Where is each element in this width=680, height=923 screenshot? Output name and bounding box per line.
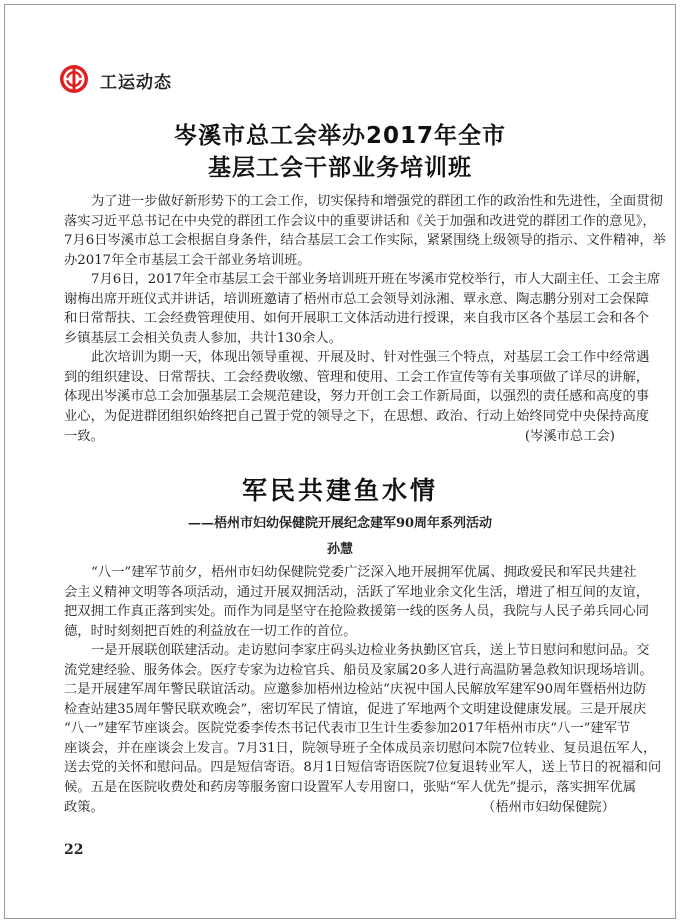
line-text: 候。五是在医院收费处和药房等服务窗口设置军人专用窗口，张贴“军人优先”提示，落实拥军优属: [64, 780, 637, 796]
line-text: 流党建经验、服务体会。医疗专家为边检官兵、船员及家属20多人进行高温防暑急救知识现场培训。: [64, 662, 653, 678]
line-text: 会主义精神文明等各项活动，通过开展双拥活动，活跃了军地业余文化生活，增进了相互间的友谊，: [64, 584, 650, 600]
line-text: 乡镇基层工会相关负责人参加，共计130余人。: [64, 330, 343, 346]
paragraph-line: [64, 290, 650, 310]
paragraph-line: [64, 348, 650, 368]
article-attribution: (岑溪市总工会): [524, 428, 615, 444]
paragraph-line: [64, 641, 650, 661]
paragraph-line: [64, 387, 650, 407]
article-2-title: 军民共建鱼水情: [241, 476, 438, 505]
paragraph-line: [64, 661, 653, 681]
line-text: 把双拥工作真正落到实处。而作为同是坚守在抢险救援第一线的医务人员，我院与人民子弟兵同心同: [64, 604, 650, 620]
line-text: 和日常帮扶、工会经费管理使用、如何开展职工文体活动进行授课，来自我市区各个基层工会和各个: [64, 311, 650, 327]
line-text: “八一”建军节前夕，梧州市妇幼保健院党委广泛深入地开展拥军优属、拥政爱民和军民共建社: [91, 565, 637, 580]
line-text: 7月6日岑溪市总工会根据自身条件，结合基层工会工作实际，紧紧围绕上级领导的指示、文件精神，举: [64, 233, 666, 249]
line-text: 此次培训为期一天，体现出领导重视、开展及时、针对性强三个特点，对基层工会工作中经常遇: [91, 350, 650, 366]
article-2-subtitle: ——梧州市妇幼保健院开展纪念建军90周年系列活动: [187, 516, 493, 531]
paragraph-line: [64, 212, 656, 232]
line-text: 政策。: [64, 799, 104, 815]
line-text: 一是开展联创联建活动。走访慰问李家庄码头边检业务执勤区官兵，送上节日慰问和慰问品。交: [91, 643, 650, 659]
article-attribution: （梧州市妇幼保健院）: [482, 799, 615, 815]
line-text: “八一”建军节座谈会。医院党委李传杰书记代表市卫生计生委参加2017年梧州市庆“八一”建军节: [64, 721, 631, 737]
page-number: 22: [64, 842, 84, 858]
line-text: 为了进一步做好新形势下的工会工作，切实保持和增强党的群团工作的政治性和先进性，全面贯彻: [91, 194, 663, 209]
paragraph-line: [64, 622, 615, 642]
line-text: 座谈会，并在座谈会上发言。7月31日，院领导班子全体成员亲切慰问本院7位转业、复员退伍军人，: [64, 740, 657, 756]
trade-union-logo-icon: [59, 64, 89, 94]
line-text: 谢梅出席开班仪式并讲话，培训班邀请了梧州市总工会领导刘泳湘、覃永意、陶志鹏分别对工会保障: [64, 291, 650, 307]
section-label: 工运动态: [100, 73, 172, 93]
line-text: 到的组织建设、日常帮扶、工会经费收缴、管理和使用、工会工作宣传等有关事项做了详尽的讲解，: [64, 369, 650, 385]
paragraph-line: [64, 231, 666, 251]
paragraph-line: [64, 680, 647, 700]
paragraph-line: [64, 427, 615, 447]
paragraph-line: [64, 758, 662, 778]
article-1-title-line: 基层工会干部业务培训班: [208, 155, 472, 181]
paragraph-line: [64, 270, 661, 290]
paragraph-line: [64, 563, 637, 583]
line-text: 体现出岑溪市总工会加强基层工会规范建设，努力开创工会工作新局面，以强烈的责任感和高度的事: [64, 389, 650, 405]
article-2-author: 孙慧: [326, 542, 353, 557]
paragraph-line: [64, 798, 615, 818]
paragraph-line: [64, 719, 631, 739]
paragraph-line: [64, 778, 637, 798]
paragraph-line: [64, 309, 650, 329]
paragraph-line: [64, 368, 650, 388]
paragraph-line: [64, 602, 650, 622]
line-text: 送去党的关怀和慰问品。四是短信寄语。8月1日短信寄语医院7位复退转业军人，送上节日的祝福和问: [64, 760, 662, 776]
article-2-body: [64, 563, 662, 817]
paragraph-line: [64, 583, 650, 603]
article-1-title: [0, 120, 680, 184]
paragraph-line: [64, 329, 615, 349]
paragraph-line: [64, 700, 647, 720]
paragraph-line: [64, 739, 657, 759]
paragraph-line: [64, 407, 650, 427]
article-1-title-line: 岑溪市总工会举办2017年全市: [173, 123, 506, 149]
line-text: 德，时时刻刻把百姓的利益放在一切工作的首位。: [64, 623, 357, 639]
paragraph-line: [64, 251, 615, 271]
line-text: 业心，为促进群团组织始终把自己置于党的领导之下，在思想、政治、行动上始终同党中央保持高度: [64, 409, 650, 425]
line-text: 二是开展建军周年警民联谊活动。应邀参加梧州边检站“庆祝中国人民解放军建军90周年暨梧州边防: [64, 682, 647, 698]
article-1-body: [64, 192, 666, 446]
line-text: 落实习近平总书记在中央党的群团工作会议中的重要讲话和《关于加强和改进党的群团工作的意见》，: [64, 213, 656, 229]
line-text: 办2017年全市基层工会干部业务培训班。: [64, 252, 311, 268]
line-text: 7月6日，2017年全市基层工会干部业务培训班开班在岑溪市党校举行，市人大副主任、工会主席: [91, 272, 661, 288]
line-text: 检查站建35周年警民联欢晚会”，密切军民了情谊，促进了军地两个文明建设健康发展。三是开展庆: [64, 701, 647, 717]
line-text: 一致。: [64, 428, 104, 444]
paragraph-line: [64, 192, 663, 212]
